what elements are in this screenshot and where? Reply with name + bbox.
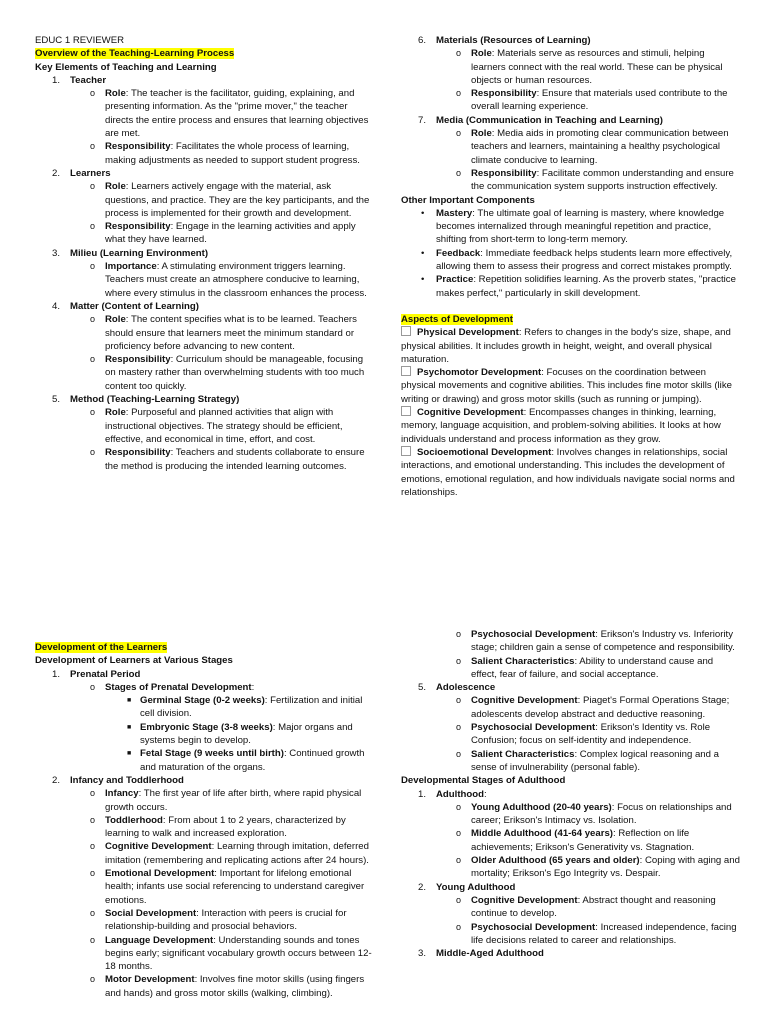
sub-item: o Older Adulthood (65 years and older): Coping with aging and mortality; Erikson's Ego Integrity vs. Despair. [456, 855, 740, 880]
sub-item: o Responsibility: Ensure that materials used contribute to the overall learning experience. [456, 88, 728, 113]
square-bullet-icon: ■ [127, 723, 132, 731]
doc-title: EDUC 1 REVIEWER [35, 35, 125, 46]
list-item: 3. Middle-Aged Adulthood [418, 948, 544, 960]
circle-bullet-icon: o [456, 921, 462, 932]
top-right-column [401, 34, 741, 499]
sub-item: o Psychosocial Development: Erikson's Identity vs. Role Confusion; focus on self-identity and independence. [456, 722, 711, 747]
circle-bullet-icon: o [90, 261, 96, 272]
circle-bullet-icon: o [456, 128, 462, 139]
sub-item: o Psychosocial Development: Increased independence, facing life decisions related to career and relationships. [456, 921, 737, 946]
dot-bullet-icon: • [421, 274, 425, 286]
dot-bullet-icon: • [421, 247, 425, 259]
circle-bullet-icon: o [456, 629, 462, 639]
list-item: 2. Young Adulthood [418, 881, 516, 893]
sub-item: o Young Adulthood (20-40 years): Focus on relationships and career; Erikson's Intimacy vs. Isolation. [456, 801, 732, 827]
sub-item: o Stages of Prenatal Development: [90, 681, 255, 693]
bottom-right-column [401, 628, 741, 960]
list-item: 2. Infancy and Toddlerhood [52, 774, 184, 786]
list-item: 1. Adulthood: [418, 788, 487, 800]
list-item: 2. Learners [52, 167, 111, 179]
dot-bullet-icon: • [421, 207, 425, 219]
circle-bullet-icon: o [456, 48, 462, 59]
sub-item: o Social Development: Interaction with peers is crucial for relationship-building and prosocial behaviors. [90, 907, 347, 933]
sub-item: o Importance: A stimulating environment triggers learning. Teachers must create an atmosphere conducive to learning, where every stimulus in the classroom enhances the process. [90, 261, 367, 299]
aspect-item: Socioemotional Development: Involves changes in relationships, social interactions, and emotional understanding. This includes the development of emotions, emotional regulation, and how individuals navigate social norms and relationships. [401, 446, 735, 498]
box-bullet-icon [401, 326, 411, 336]
sub-item: o Infancy: The first year of life after birth, where rapid physical growth occurs. [90, 788, 362, 813]
section-heading-overview: Overview of the Teaching-Learning Process [35, 48, 235, 60]
sub-item: o Salient Characteristics: Ability to understand cause and effect, fear of failure, and social acceptance. [456, 655, 714, 680]
sub-item: o Role: Media aids in promoting clear communication between teachers and learners, maintaining a healthy psychological climate conducive to learning. [456, 128, 729, 166]
sub-item: o Cognitive Development: Abstract thought and reasoning continue to develop. [456, 894, 716, 920]
sub-item: o Cognitive Development: Piaget's Formal Operations Stage; adolescents develop abstract and deductive reasoning. [456, 695, 730, 720]
sub-item: o Psychosocial Development: Erikson's Industry vs. Inferiority stage; children gain a sense of competence and responsibility. [456, 629, 735, 654]
circle-bullet-icon: o [456, 855, 462, 866]
sub-item: o Toddlerhood: From about 1 to 2 years, characterized by learning to walk and increased exploration. [90, 814, 346, 840]
box-bullet-icon [401, 406, 411, 416]
aspect-item: Psychomotor Development: Focuses on the coordination between physical movements and cognitive abilities. This includes fine motor skills (like writing or drawing) and gross motor skills (such as running or jumping). [401, 367, 732, 405]
sub-item: o Role: The content specifies what is to be learned. Teachers should ensure that learners meet the minimum standard or proficiency before advancing to new content. [90, 314, 357, 352]
circle-bullet-icon: o [90, 141, 96, 152]
circle-bullet-icon: o [90, 681, 96, 692]
circle-bullet-icon: o [90, 907, 96, 918]
circle-bullet-icon: o [456, 748, 462, 759]
sub-item: o Role: Learners actively engage with the material, ask questions, and practice. They are the key participants, and the process is implemented for their growth and development. [90, 181, 370, 219]
sub-item: o Emotional Development: Important for lifelong emotional health; infants use social referencing to understand caregiver emotions. [90, 868, 365, 906]
circle-bullet-icon: o [90, 934, 96, 945]
sub-item: o Language Development: Understanding sounds and tones begins early; significant vocabulary growth occurs between 12-18 months. [90, 934, 372, 973]
circle-bullet-icon: o [456, 88, 462, 99]
circle-bullet-icon: o [90, 407, 96, 418]
circle-bullet-icon: o [90, 221, 96, 232]
subheading-stages: Development of Learners at Various Stages [35, 655, 233, 667]
section-heading-development: Development of the Learners [35, 642, 168, 653]
circle-bullet-icon: o [456, 828, 462, 839]
circle-bullet-icon: o [90, 354, 96, 365]
sub-item: o Cognitive Development: Learning through imitation, deferred imitation (remembering and replicating actions after 24 hours). [90, 841, 369, 866]
section-heading-aspects: Aspects of Development [401, 313, 513, 325]
list-item: 1. Teacher [52, 74, 107, 86]
circle-bullet-icon: o [90, 314, 96, 325]
sub-item: o Motor Development: Involves fine motor skills (using fingers and hands) and gross motor skills (walking, climbing). [90, 974, 365, 999]
circle-bullet-icon: o [90, 974, 96, 985]
top-left-column [35, 34, 375, 473]
circle-bullet-icon: o [456, 655, 462, 666]
square-bullet-icon: ■ [127, 697, 132, 705]
subheading-key-elements: Key Elements of Teaching and Learning [35, 61, 217, 73]
circle-bullet-icon: o [90, 788, 96, 799]
sub-item: o Role: Materials serve as resources and stimuli, helping learners connect with the real world. These can be physical objects or human resources. [456, 48, 723, 86]
sub-item: o Responsibility: Teachers and students collaborate to ensure the method is producing the intended learning outcomes. [90, 447, 365, 472]
subheading-other-components: Other Important Components [401, 194, 535, 206]
sub-item: o Responsibility: Engage in the learning activities and apply what they have learned. [90, 221, 356, 246]
sub-item: o Middle Adulthood (41-64 years): Reflection on life achievements; Erikson's Generativity vs. Stagnation. [456, 828, 695, 853]
circle-bullet-icon: o [90, 841, 96, 852]
circle-bullet-icon: o [456, 801, 462, 812]
list-item: 5. Adolescence [418, 682, 496, 694]
sub-item: o Role: Purposeful and planned activities that align with instructional objectives. The strategy should be efficient, effective, and economical in time, effort, and cost. [90, 407, 343, 445]
circle-bullet-icon: o [456, 167, 462, 178]
square-bullet-icon: ■ [127, 750, 132, 758]
stage-item: ■ Embryonic Stage (3-8 weeks): Major organs and systems begin to develop. [127, 721, 353, 747]
list-item: 6. Materials (Resources of Learning) [418, 35, 591, 46]
stage-item: ■ Germinal Stage (0-2 weeks): Fertilization and initial cell division. [127, 695, 363, 720]
aspect-item: Cognitive Development: Encompasses changes in thinking, learning, memory, language acquisition, and problem-solving abilities. It looks at how individuals understand and process information as they grow. [401, 407, 721, 445]
bullet-item: • Practice: Repetition solidifies learning. As the proverb states, "practice makes perfect," particularly in skill development. [421, 274, 736, 299]
bottom-left-column [35, 641, 375, 1000]
list-item: 7. Media (Communication in Teaching and Learning) [418, 114, 663, 126]
sub-item: o Responsibility: Facilitate common understanding and ensure the communication system supports instruction effectively. [456, 167, 734, 193]
sub-item: o Responsibility: Facilitates the whole process of learning, making adjustments as needed to support student progress. [90, 141, 360, 166]
circle-bullet-icon: o [456, 695, 462, 706]
sub-item: o Salient Characteristics: Complex logical reasoning and a sense of invulnerability (personal fable). [456, 748, 719, 773]
circle-bullet-icon: o [456, 722, 462, 733]
stage-item: ■ Fetal Stage (9 weeks until birth): Continued growth and maturation of the organs. [127, 748, 365, 773]
circle-bullet-icon: o [90, 868, 96, 879]
circle-bullet-icon: o [456, 894, 462, 905]
sub-item: o Role: The teacher is the facilitator, guiding, explaining, and presenting information. As the "prime mover," the teacher directs the entire process and ensures that learning objectives are met. [90, 88, 369, 140]
subheading-adulthood-stages: Developmental Stages of Adulthood [401, 775, 566, 787]
list-item: 3. Milieu (Learning Environment) [52, 247, 209, 259]
circle-bullet-icon: o [90, 447, 96, 458]
circle-bullet-icon: o [90, 814, 96, 825]
list-item: 5. Method (Teaching-Learning Strategy) [52, 394, 240, 406]
bullet-item: • Feedback: Immediate feedback helps students learn more effectively, allowing them to assess their progress and correct mistakes promptly. [421, 247, 733, 273]
list-item: 4. Matter (Content of Learning) [52, 300, 199, 312]
box-bullet-icon [401, 446, 411, 456]
circle-bullet-icon: o [90, 88, 96, 99]
bullet-item: • Mastery: The ultimate goal of learning is mastery, where knowledge becomes internalized through meaningful repetition and practice, shifting from short-term to long-term memory. [421, 207, 725, 246]
list-item: 1. Prenatal Period [52, 668, 141, 680]
aspect-item: Physical Development: Refers to changes in the body's size, shape, and physical abilities. It includes growth in height, weight, and overall physical maturation. [401, 327, 731, 365]
box-bullet-icon [401, 366, 411, 376]
sub-item: o Responsibility: Curriculum should be manageable, focusing on mastery rather than overwhelming students with too much content too quickly. [90, 354, 365, 392]
circle-bullet-icon: o [90, 181, 96, 192]
